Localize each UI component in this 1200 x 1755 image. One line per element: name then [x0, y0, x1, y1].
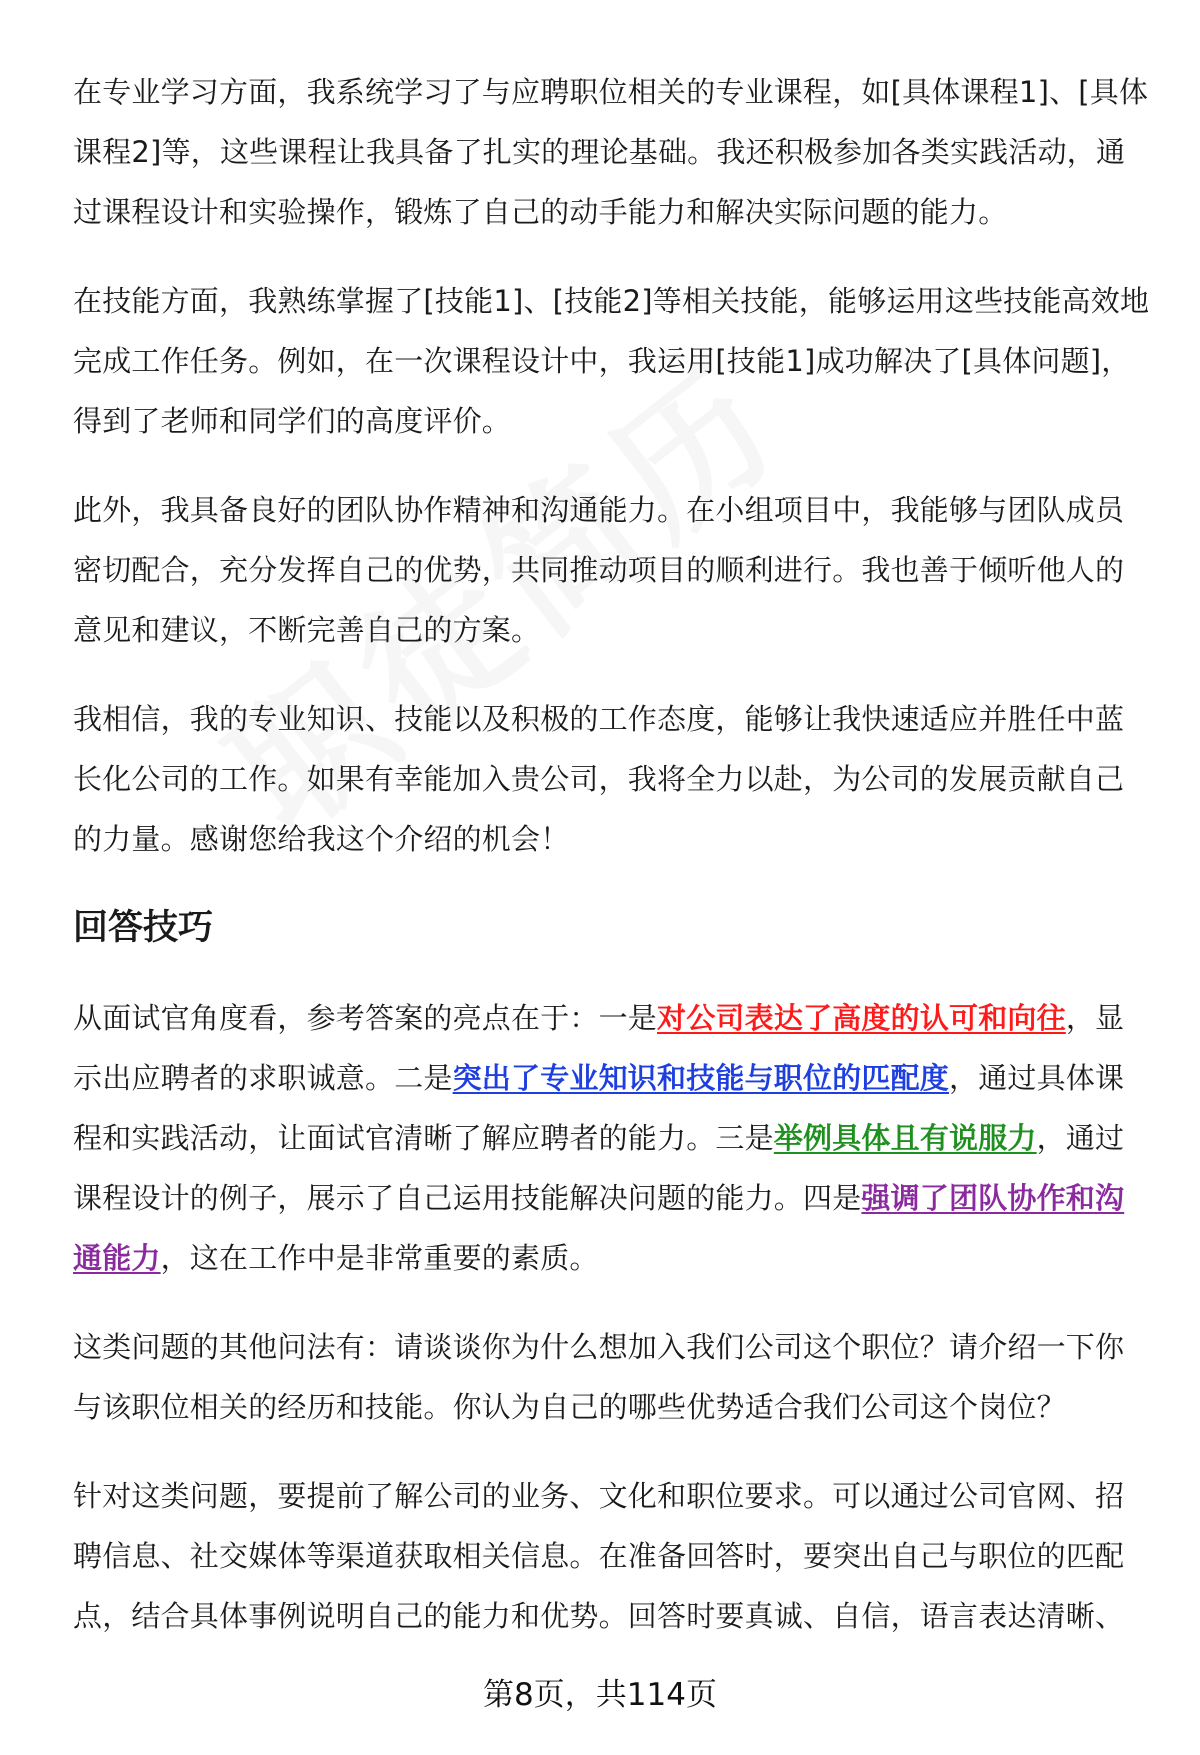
paragraph-skills: 在技能方面，我熟练掌握了[技能1]、[技能2]等相关技能，能够运用这些技能高效地完成工作任务。例如，在一次课程设计中，我运用[技能1]成功解决了[具体问题]，得到了老师和同学们的高度评价。 [73, 284, 1150, 438]
tips-text-5: ，这在工作中是非常重要的素质。 [160, 1241, 599, 1275]
paragraph-alt-questions: 这类问题的其他问法有：请谈谈你为什么想加入我们公司这个职位？请介绍一下你与该职位相关的经历和技能。你认为自己的哪些优势适合我们公司这个岗位？ [73, 1330, 1125, 1424]
paragraph-tips [73, 988, 1153, 1288]
document-page [73, 62, 1153, 1675]
tips-text-4: ，通过课程设计的例子，展示了自己运用技能解决问题的能力。四是 [73, 1121, 1125, 1215]
highlight-purple: 强调了团队协作和沟通能力 [73, 1181, 1125, 1275]
paragraph-teamwork: 此外，我具备良好的团队协作精神和沟通能力。在小组项目中，我能够与团队成员密切配合，充分发挥自己的优势，共同推动项目的顺利进行。我也善于倾听他人的意见和建议，不断完善自己的方案。 [73, 493, 1125, 647]
highlight-blue: 突出了专业知识和技能与职位的匹配度 [452, 1061, 950, 1095]
section-heading: 回答技巧 [73, 908, 214, 948]
paragraph-professional-study: 在专业学习方面，我系统学习了与应聘职位相关的专业课程，如[具体课程1]、[具体课程2]等，这些课程让我具备了扎实的理论基础。我还积极参加各类实践活动，通过课程设计和实验操作，锻炼了自己的动手能力和解决实际问题的能力。 [73, 75, 1149, 229]
highlight-red: 对公司表达了高度的认可和向往 [657, 1001, 1066, 1035]
highlight-green: 举例具体且有说服力 [773, 1121, 1037, 1155]
tips-text-3: ，通过具体课程和实践活动，让面试官清晰了解应聘者的能力。三是 [73, 1061, 1125, 1155]
tips-text-2: ，显示出应聘者的求职诚意。二是 [73, 1001, 1125, 1095]
paragraph-conclusion: 我相信，我的专业知识、技能以及积极的工作态度，能够让我快速适应并胜任中蓝长化公司的工作。如果有幸能加入贵公司，我将全力以赴，为公司的发展贡献自己的力量。感谢您给我这个介绍的机会！ [73, 702, 1125, 856]
paragraph-preparation: 针对这类问题，要提前了解公司的业务、文化和职位要求。可以通过公司官网、招聘信息、社交媒体等渠道获取相关信息。在准备回答时，要突出自己与职位的匹配点，结合具体事例说明自己的能力和优势。回答时要真诚、自信，语言表达清晰、 [73, 1479, 1125, 1633]
page-footer: 第8页，共114页 [483, 1677, 717, 1713]
tips-text-1: 从面试官角度看，参考答案的亮点在于：一是 [73, 1001, 658, 1035]
